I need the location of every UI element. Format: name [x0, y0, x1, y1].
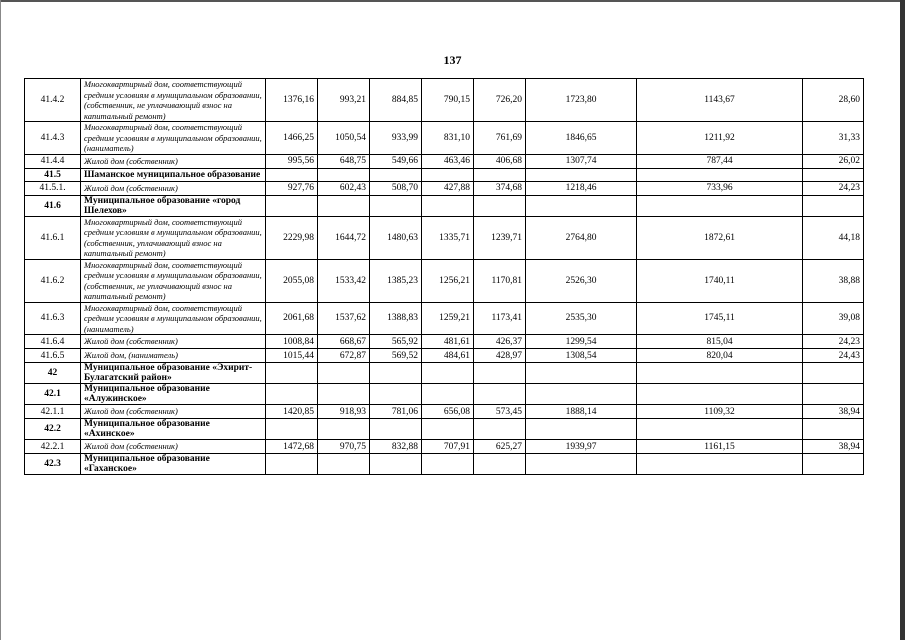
table-row: [25, 259, 864, 302]
empty-cell: [266, 195, 318, 216]
row-code: 41.6.3: [25, 302, 81, 335]
row-code: 41.6: [25, 195, 81, 216]
value-cell: 2061,68: [266, 302, 318, 335]
tariff-table: [24, 78, 864, 475]
value-cell: 24,23: [803, 335, 864, 349]
value-cell: 26,02: [803, 154, 864, 168]
table-row: [25, 181, 864, 195]
value-cell: 995,56: [266, 154, 318, 168]
table-row: [25, 349, 864, 363]
value-cell: 481,61: [422, 335, 474, 349]
section-title: Муниципальное образование «Гаханское»: [81, 454, 266, 475]
value-cell: 625,27: [474, 440, 526, 454]
row-description: Жилой дом (собственник): [81, 154, 266, 168]
value-cell: 427,88: [422, 181, 474, 195]
empty-cell: [266, 168, 318, 181]
empty-cell: [422, 363, 474, 384]
section-title: Муниципальное образование «Эхирит-Булагатский район»: [81, 363, 266, 384]
table-row: [25, 216, 864, 259]
empty-cell: [422, 195, 474, 216]
empty-cell: [266, 454, 318, 475]
row-code: 41.6.2: [25, 259, 81, 302]
value-cell: 1256,21: [422, 259, 474, 302]
value-cell: 648,75: [318, 154, 370, 168]
empty-cell: [422, 384, 474, 405]
value-cell: 1008,84: [266, 335, 318, 349]
value-cell: 28,60: [803, 79, 864, 122]
value-cell: 1173,41: [474, 302, 526, 335]
value-cell: 1939,97: [526, 440, 637, 454]
value-cell: 787,44: [637, 154, 803, 168]
value-cell: 707,91: [422, 440, 474, 454]
value-cell: 1846,65: [526, 122, 637, 155]
row-code: 41.6.1: [25, 216, 81, 259]
value-cell: 38,88: [803, 259, 864, 302]
value-cell: 1109,32: [637, 405, 803, 419]
value-cell: 970,75: [318, 440, 370, 454]
value-cell: 1644,72: [318, 216, 370, 259]
empty-cell: [370, 363, 422, 384]
value-cell: 426,37: [474, 335, 526, 349]
section-row: [25, 168, 864, 181]
value-cell: 1388,83: [370, 302, 422, 335]
empty-cell: [803, 363, 864, 384]
empty-cell: [637, 195, 803, 216]
row-code: 41.5.1.: [25, 181, 81, 195]
value-cell: 24,23: [803, 181, 864, 195]
empty-cell: [474, 384, 526, 405]
row-code: 42.2.1: [25, 440, 81, 454]
empty-cell: [803, 168, 864, 181]
value-cell: 1211,92: [637, 122, 803, 155]
empty-cell: [370, 168, 422, 181]
empty-cell: [526, 363, 637, 384]
value-cell: 406,68: [474, 154, 526, 168]
value-cell: 1740,11: [637, 259, 803, 302]
empty-cell: [370, 454, 422, 475]
value-cell: 508,70: [370, 181, 422, 195]
value-cell: 2535,30: [526, 302, 637, 335]
empty-cell: [637, 168, 803, 181]
scan-top-edge: [0, 0, 905, 2]
value-cell: 2229,98: [266, 216, 318, 259]
row-description: Жилой дом (собственник): [81, 335, 266, 349]
value-cell: 1420,85: [266, 405, 318, 419]
value-cell: 38,94: [803, 405, 864, 419]
section-row: [25, 454, 864, 475]
value-cell: 884,85: [370, 79, 422, 122]
value-cell: 1480,63: [370, 216, 422, 259]
value-cell: 1745,11: [637, 302, 803, 335]
value-cell: 44,18: [803, 216, 864, 259]
empty-cell: [318, 195, 370, 216]
row-code: 42.3: [25, 454, 81, 475]
value-cell: 484,61: [422, 349, 474, 363]
value-cell: 668,67: [318, 335, 370, 349]
empty-cell: [474, 454, 526, 475]
value-cell: 1143,67: [637, 79, 803, 122]
value-cell: 790,15: [422, 79, 474, 122]
empty-cell: [637, 419, 803, 440]
empty-cell: [526, 419, 637, 440]
row-code: 41.6.5: [25, 349, 81, 363]
section-title: Муниципальное образование «Алужинское»: [81, 384, 266, 405]
empty-cell: [474, 168, 526, 181]
row-code: 42.1.1: [25, 405, 81, 419]
value-cell: 2526,30: [526, 259, 637, 302]
empty-cell: [637, 384, 803, 405]
row-code: 41.4.2: [25, 79, 81, 122]
value-cell: 463,46: [422, 154, 474, 168]
value-cell: 602,43: [318, 181, 370, 195]
value-cell: 1872,61: [637, 216, 803, 259]
page-number: 137: [443, 53, 462, 67]
row-description: Многоквартирный дом, соответствующий средним условиям в муниципальном образовании, (собственник, не уплачивающий взнос на капитальный ремонт): [81, 79, 266, 122]
table-row: [25, 335, 864, 349]
row-code: 42: [25, 363, 81, 384]
value-cell: 1466,25: [266, 122, 318, 155]
empty-cell: [266, 419, 318, 440]
table-row: [25, 154, 864, 168]
row-code: 42.1: [25, 384, 81, 405]
value-cell: 2764,80: [526, 216, 637, 259]
row-description: Многоквартирный дом, соответствующий средним условиям в муниципальном образовании, (наниматель): [81, 302, 266, 335]
empty-cell: [526, 384, 637, 405]
value-cell: 1050,54: [318, 122, 370, 155]
table-row: [25, 440, 864, 454]
value-cell: 815,04: [637, 335, 803, 349]
section-row: [25, 363, 864, 384]
row-description: Жилой дом (собственник): [81, 405, 266, 419]
value-cell: 374,68: [474, 181, 526, 195]
value-cell: 1385,23: [370, 259, 422, 302]
row-description: Жилой дом (собственник): [81, 440, 266, 454]
row-code: 42.2: [25, 419, 81, 440]
empty-cell: [474, 419, 526, 440]
section-title: Муниципальное образование «Ахинское»: [81, 419, 266, 440]
value-cell: 933,99: [370, 122, 422, 155]
value-cell: 927,76: [266, 181, 318, 195]
value-cell: 39,08: [803, 302, 864, 335]
value-cell: 1376,16: [266, 79, 318, 122]
value-cell: 31,33: [803, 122, 864, 155]
empty-cell: [474, 195, 526, 216]
empty-cell: [474, 363, 526, 384]
section-title: Шаманское муниципальное образование: [81, 168, 266, 181]
value-cell: 820,04: [637, 349, 803, 363]
value-cell: 1307,74: [526, 154, 637, 168]
value-cell: 761,69: [474, 122, 526, 155]
value-cell: 1170,81: [474, 259, 526, 302]
row-description: Жилой дом, (наниматель): [81, 349, 266, 363]
row-code: 41.5: [25, 168, 81, 181]
value-cell: 993,21: [318, 79, 370, 122]
value-cell: 831,10: [422, 122, 474, 155]
empty-cell: [370, 419, 422, 440]
value-cell: 549,66: [370, 154, 422, 168]
empty-cell: [422, 168, 474, 181]
table-body: [25, 79, 864, 475]
empty-cell: [370, 384, 422, 405]
value-cell: 656,08: [422, 405, 474, 419]
empty-cell: [526, 454, 637, 475]
row-description: Многоквартирный дом, соответствующий средним условиям в муниципальном образовании, (собственник, не уплачивающий взнос на капитальный ремонт): [81, 259, 266, 302]
section-title: Муниципальное образование «город Шелехов»: [81, 195, 266, 216]
row-description: Многоквартирный дом, соответствующий средним условиям в муниципальном образовании, (наниматель): [81, 122, 266, 155]
empty-cell: [422, 454, 474, 475]
table-row: [25, 302, 864, 335]
empty-cell: [318, 363, 370, 384]
value-cell: 1259,21: [422, 302, 474, 335]
scan-left-edge: [0, 0, 1, 640]
value-cell: 726,20: [474, 79, 526, 122]
empty-cell: [637, 454, 803, 475]
value-cell: 1308,54: [526, 349, 637, 363]
empty-cell: [526, 195, 637, 216]
value-cell: 672,87: [318, 349, 370, 363]
empty-cell: [803, 419, 864, 440]
row-description: Многоквартирный дом, соответствующий средним условиям в муниципальном образовании, (собственник, уплачивающий взнос на капитальный ремонт): [81, 216, 266, 259]
empty-cell: [266, 363, 318, 384]
value-cell: 24,43: [803, 349, 864, 363]
empty-cell: [266, 384, 318, 405]
value-cell: 1723,80: [526, 79, 637, 122]
value-cell: 1472,68: [266, 440, 318, 454]
row-code: 41.4.4: [25, 154, 81, 168]
value-cell: 565,92: [370, 335, 422, 349]
scan-right-edge: [900, 0, 905, 640]
row-description: Жилой дом (собственник): [81, 181, 266, 195]
value-cell: 569,52: [370, 349, 422, 363]
value-cell: 918,93: [318, 405, 370, 419]
value-cell: 38,94: [803, 440, 864, 454]
section-row: [25, 419, 864, 440]
empty-cell: [318, 419, 370, 440]
empty-cell: [318, 454, 370, 475]
table-row: [25, 405, 864, 419]
value-cell: 1218,46: [526, 181, 637, 195]
empty-cell: [803, 384, 864, 405]
value-cell: 781,06: [370, 405, 422, 419]
empty-cell: [422, 419, 474, 440]
section-row: [25, 384, 864, 405]
value-cell: 1533,42: [318, 259, 370, 302]
value-cell: 1537,62: [318, 302, 370, 335]
value-cell: 1888,14: [526, 405, 637, 419]
value-cell: 1299,54: [526, 335, 637, 349]
empty-cell: [803, 195, 864, 216]
value-cell: 1335,71: [422, 216, 474, 259]
empty-cell: [803, 454, 864, 475]
value-cell: 1015,44: [266, 349, 318, 363]
row-code: 41.4.3: [25, 122, 81, 155]
empty-cell: [370, 195, 422, 216]
empty-cell: [318, 384, 370, 405]
section-row: [25, 195, 864, 216]
table-row: [25, 122, 864, 155]
row-code: 41.6.4: [25, 335, 81, 349]
value-cell: 832,88: [370, 440, 422, 454]
value-cell: 1239,71: [474, 216, 526, 259]
empty-cell: [318, 168, 370, 181]
value-cell: 428,97: [474, 349, 526, 363]
table-row: [25, 79, 864, 122]
value-cell: 2055,08: [266, 259, 318, 302]
empty-cell: [637, 363, 803, 384]
value-cell: 733,96: [637, 181, 803, 195]
empty-cell: [526, 168, 637, 181]
value-cell: 573,45: [474, 405, 526, 419]
value-cell: 1161,15: [637, 440, 803, 454]
